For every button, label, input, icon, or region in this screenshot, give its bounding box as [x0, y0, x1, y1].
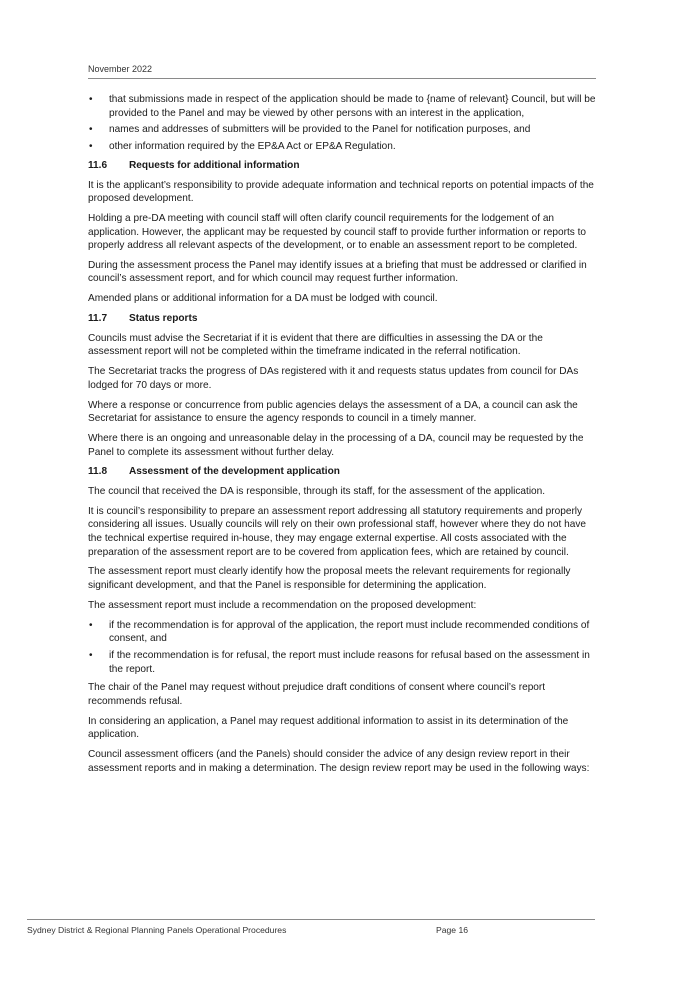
bullet-icon: •: [89, 124, 93, 136]
header-divider: [88, 78, 596, 79]
paragraph: The council that received the DA is responsible, through its staff, for the assessment of the application.: [88, 486, 546, 498]
paragraph: The assessment report must include a recommendation on the proposed development:: [88, 599, 477, 611]
footer-document-title: Sydney District & Regional Planning Panels Operational Procedures: [27, 925, 287, 935]
list-item: • names and addresses of submitters will be provided to the Panel for notification purposes, and: [89, 124, 531, 136]
bullet-icon: •: [89, 649, 93, 661]
paragraph: Council assessment officers (and the Panels) should consider the advice of any design review report in their assessment reports and in making a determination. The design review report may be used in the following ways:: [88, 748, 590, 774]
paragraph: Where there is an ongoing and unreasonable delay in the processing of a DA, council may be requested by the Panel to complete its assessment without further delay.: [88, 432, 584, 458]
section-number: 11.7: [88, 313, 108, 325]
paragraph: Holding a pre-DA meeting with council staff will often clarify council requirements for the lodgement of an application. However, the applicant may be requested by council staff to provide further information or reports to properly address all relevant aspects of the development, or to enable an assessment report to be completed.: [88, 212, 587, 252]
list-item: • if the recommendation is for approval of the application, the report must include recommended conditions of consent, and: [89, 619, 590, 645]
footer-divider: [27, 919, 595, 920]
bullet-list-recommendation: [88, 619, 596, 677]
paragraph: It is council’s responsibility to prepare an assessment report addressing all statutory requirements and properly considering all issues. Usually councils will rely on their own professional staff, however where they do not have the technical expertise required in-house, they may engage external expertise. All costs associated with the preparation of the assessment report are to be covered from application fees, which are retained by council.: [88, 505, 587, 558]
bullet-icon: •: [89, 619, 93, 631]
paragraph: During the assessment process the Panel may identify issues at a briefing that must be addressed or clarified in council’s assessment report, and for which council may request further information.: [88, 259, 587, 285]
paragraph: The assessment report must clearly identify how the proposal meets the relevant requirements for regionally significant development, and that the Panel is responsible for determining the application.: [88, 566, 571, 592]
paragraph: Councils must advise the Secretariat if it is evident that there are difficulties in assessing the DA or the assessment report will not be completed within the timeframe indicated in the referral notification.: [88, 332, 543, 358]
section-heading-11-6: [88, 159, 596, 173]
page-body: [88, 93, 596, 781]
bullet-icon: •: [89, 94, 93, 105]
paragraph: In considering an application, a Panel may request additional information to assist in its determination of the application.: [88, 715, 569, 741]
section-title: Assessment of the development application: [129, 466, 340, 478]
section-title: Requests for additional information: [129, 159, 300, 171]
section-number: 11.6: [88, 159, 108, 171]
header-date: November 2022: [88, 64, 153, 74]
footer-page-number: Page 16: [436, 925, 469, 935]
paragraph: Where a response or concurrence from public agencies delays the assessment of a DA, a council can ask the Secretariat for assistance to ensure the agency responds to council in a timely manner.: [88, 399, 578, 425]
section-heading-11-8: [88, 465, 596, 479]
paragraph: The chair of the Panel may request without prejudice draft conditions of consent where council’s report recommends refusal.: [88, 682, 546, 707]
list-item: • other information required by the EP&A Act or EP&A Regulation.: [89, 141, 396, 153]
paragraph: It is the applicant’s responsibility to provide adequate information and technical reports on potential impacts of the proposed development.: [88, 179, 594, 205]
section-title: Status reports: [129, 313, 198, 325]
bullet-list-submissions: [88, 93, 596, 154]
section-heading-11-7: [88, 312, 596, 326]
bullet-icon: •: [89, 141, 93, 153]
list-item: • if the recommendation is for refusal, the report must include reasons for refusal based on the assessment in the report.: [89, 649, 590, 675]
paragraph: The Secretariat tracks the progress of DAs registered with it and requests status updates from council for DAs lodged for 70 days or more.: [88, 366, 579, 391]
list-item: • that submissions made in respect of the application should be made to {name of relevant} Council, but will be provided to the Panel and may be viewed by other persons with an interest in the application,: [89, 94, 596, 119]
section-number: 11.8: [88, 466, 108, 478]
paragraph: Amended plans or additional information for a DA must be lodged with council.: [88, 293, 438, 305]
